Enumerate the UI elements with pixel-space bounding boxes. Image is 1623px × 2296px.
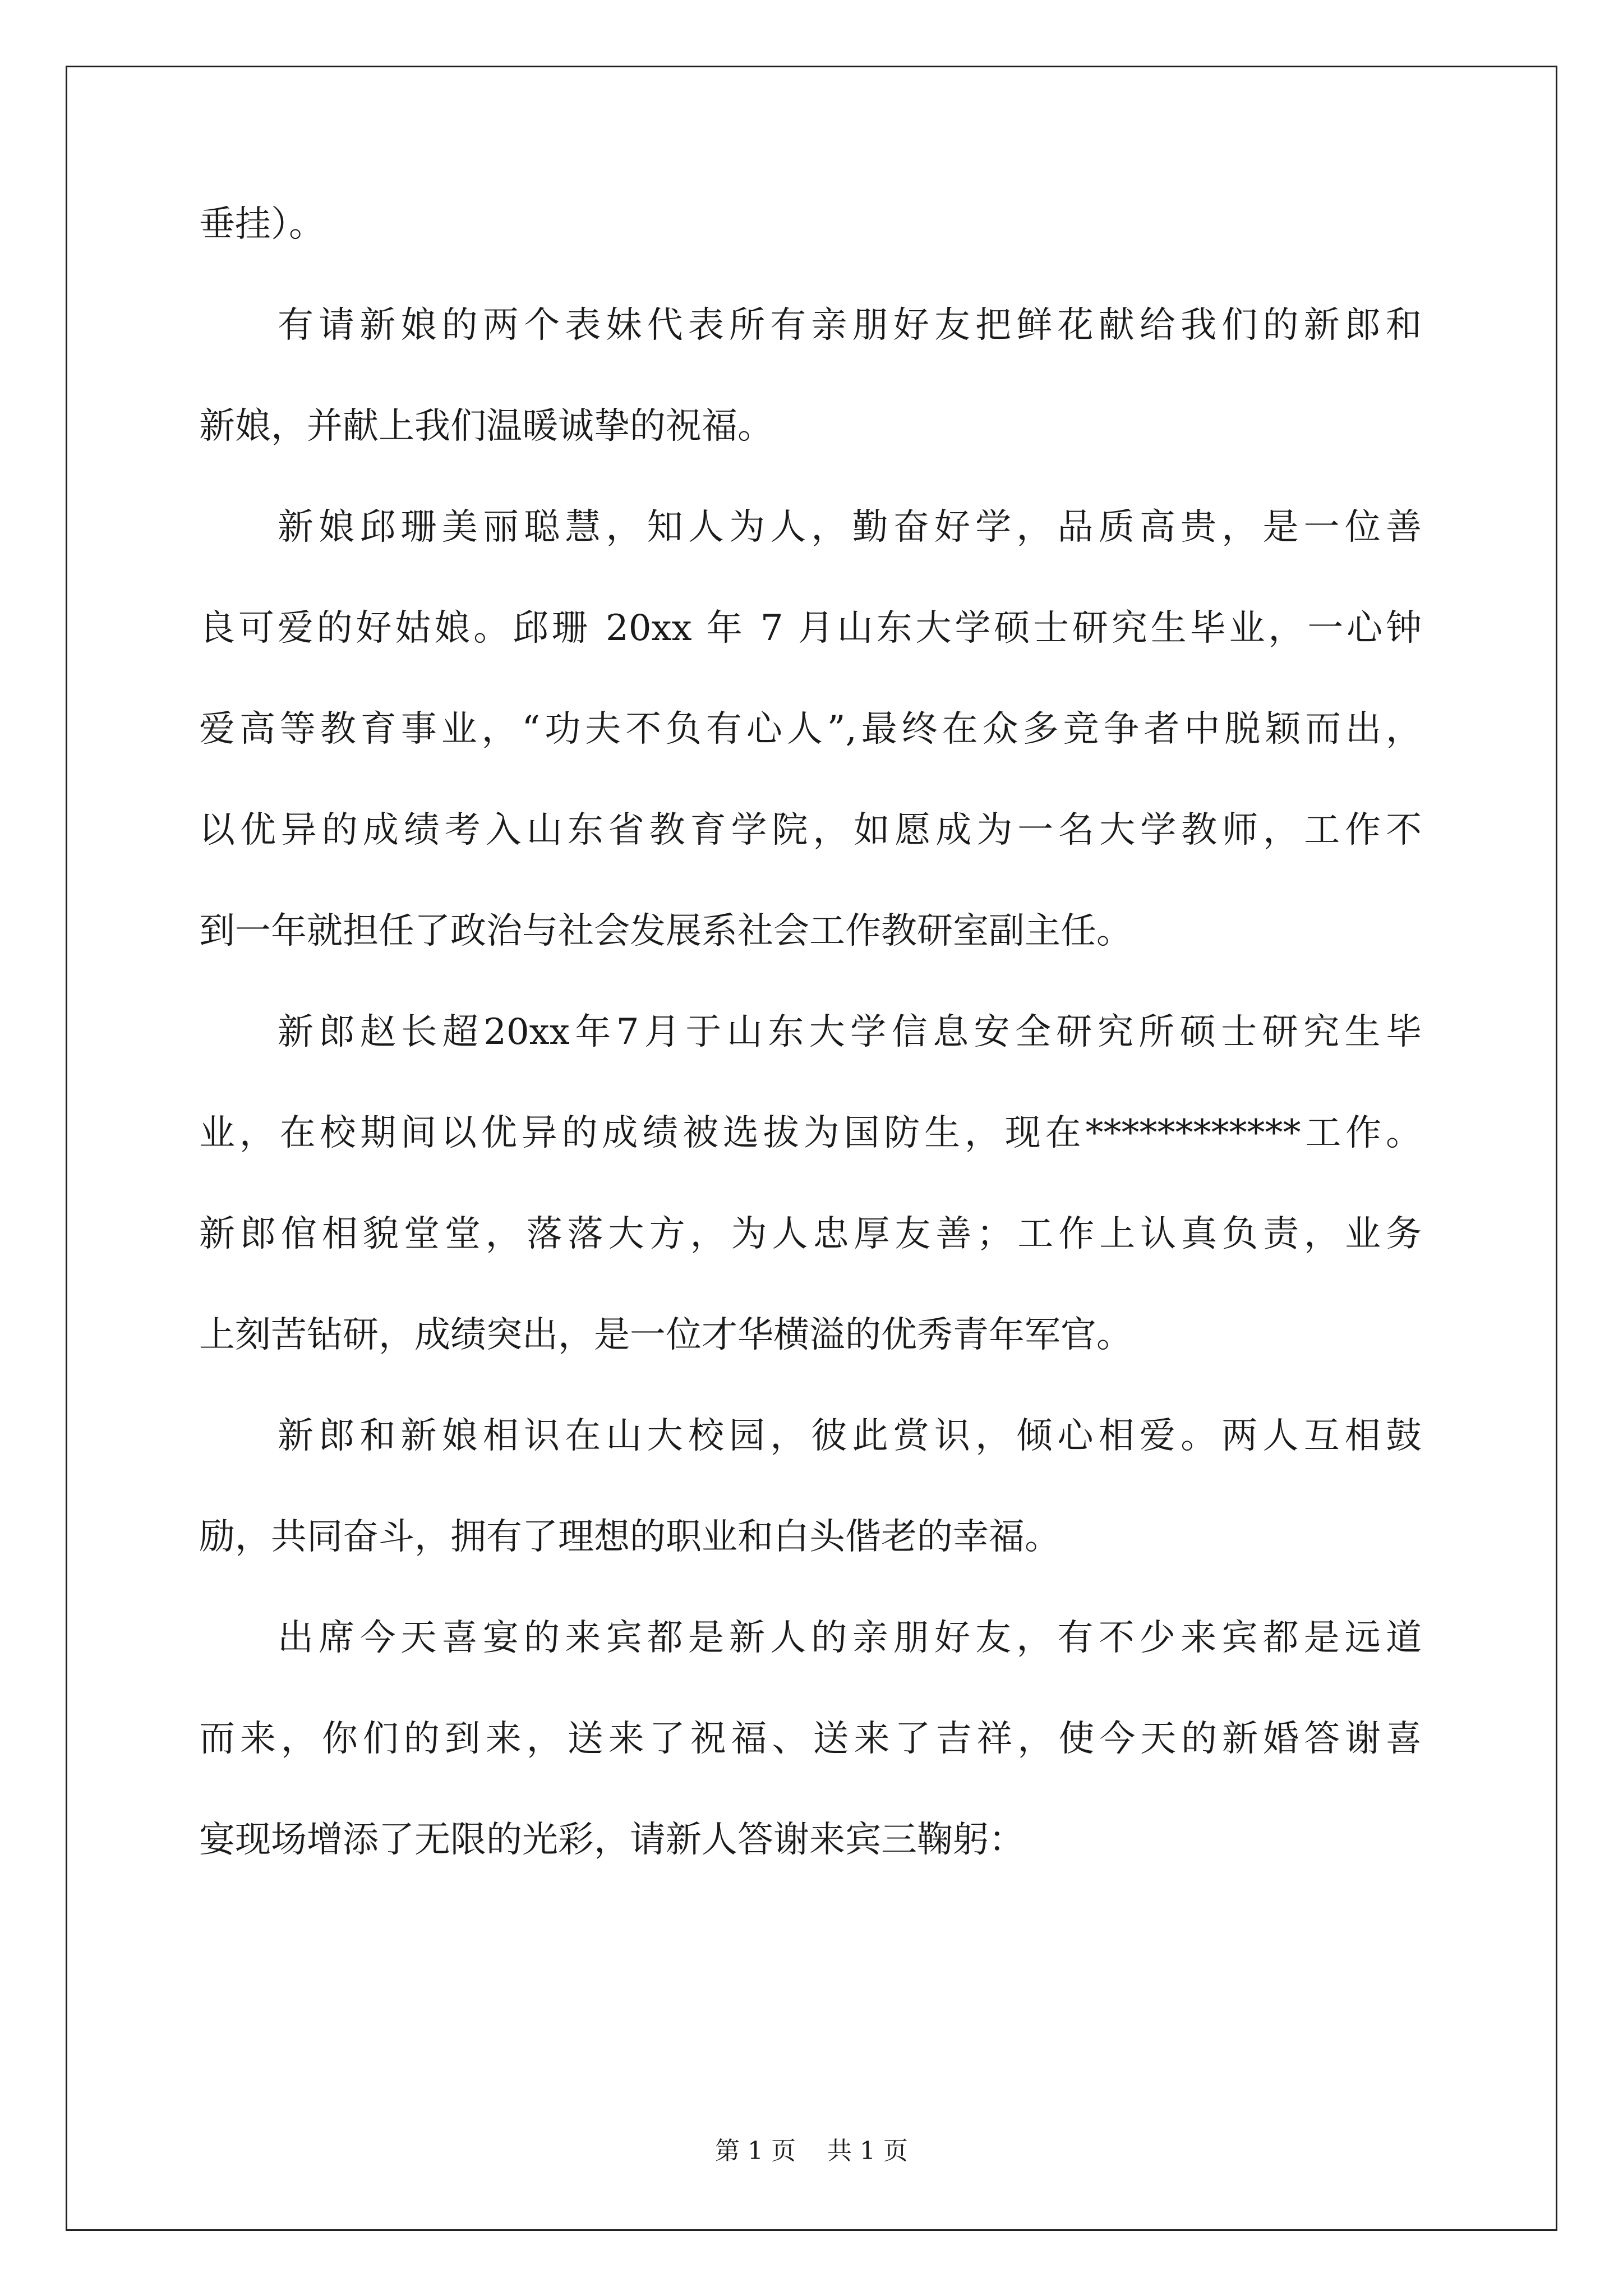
page-number-footer: 第 1 页 共 1 页 bbox=[715, 2137, 908, 2165]
paragraph-line: 新娘邱珊美丽聪慧，知人为人，勤奋好学，品质高贵，是一位善 bbox=[278, 507, 1422, 548]
paragraph-line: 新郎倌相貌堂堂，落落大方，为人忠厚友善；工作上认真负责，业务 bbox=[199, 1213, 1422, 1255]
paragraph-line: 有请新娘的两个表妹代表所有亲朋好友把鲜花献给我们的新郎和 bbox=[278, 305, 1422, 346]
paragraph-line: 励，共同奋斗，拥有了理想的职业和白头偕老的幸福。 bbox=[199, 1516, 1061, 1558]
paragraph-line: 到一年就担任了政治与社会发展系社会工作教研室副主任。 bbox=[199, 910, 1132, 952]
paragraph-line: 垂挂）。 bbox=[199, 204, 325, 245]
paragraph-line: 新郎赵长超20xx年7月于山东大学信息安全研究所硕士研究生毕 bbox=[278, 1011, 1422, 1053]
paragraph-line: 良可爱的好姑娘。邱珊 20xx 年 7 月山东大学硕士研究生毕业，一心钟 bbox=[199, 608, 1422, 649]
paragraph-line: 而来，你们的到来，送来了祝福、送来了吉祥，使今天的新婚答谢喜 bbox=[199, 1718, 1422, 1760]
paragraph-line: 爱高等教育事业，“功夫不负有心人”,最终在众多竞争者中脱颖而出， bbox=[199, 708, 1422, 750]
paragraph-line: 以优异的成绩考入山东省教育学院，如愿成为一名大学教师，工作不 bbox=[199, 809, 1422, 851]
paragraph-line: 上刻苦钻研，成绩突出，是一位才华横溢的优秀青年军官。 bbox=[199, 1314, 1132, 1356]
paragraph-line: 业，在校期间以优异的成绩被选拔为国防生，现在************工作。 bbox=[199, 1112, 1422, 1154]
paragraph-line: 宴现场增添了无限的光彩，请新人答谢来宾三鞠躬： bbox=[199, 1819, 1025, 1861]
paragraph-line: 新郎和新娘相识在山大校园，彼此赏识，倾心相爱。两人互相鼓 bbox=[278, 1415, 1422, 1457]
paragraph-line: 新娘，并献上我们温暖诚挚的祝福。 bbox=[199, 406, 773, 447]
paragraph-line: 出席今天喜宴的来宾都是新人的亲朋好友，有不少来宾都是远道 bbox=[278, 1617, 1422, 1659]
